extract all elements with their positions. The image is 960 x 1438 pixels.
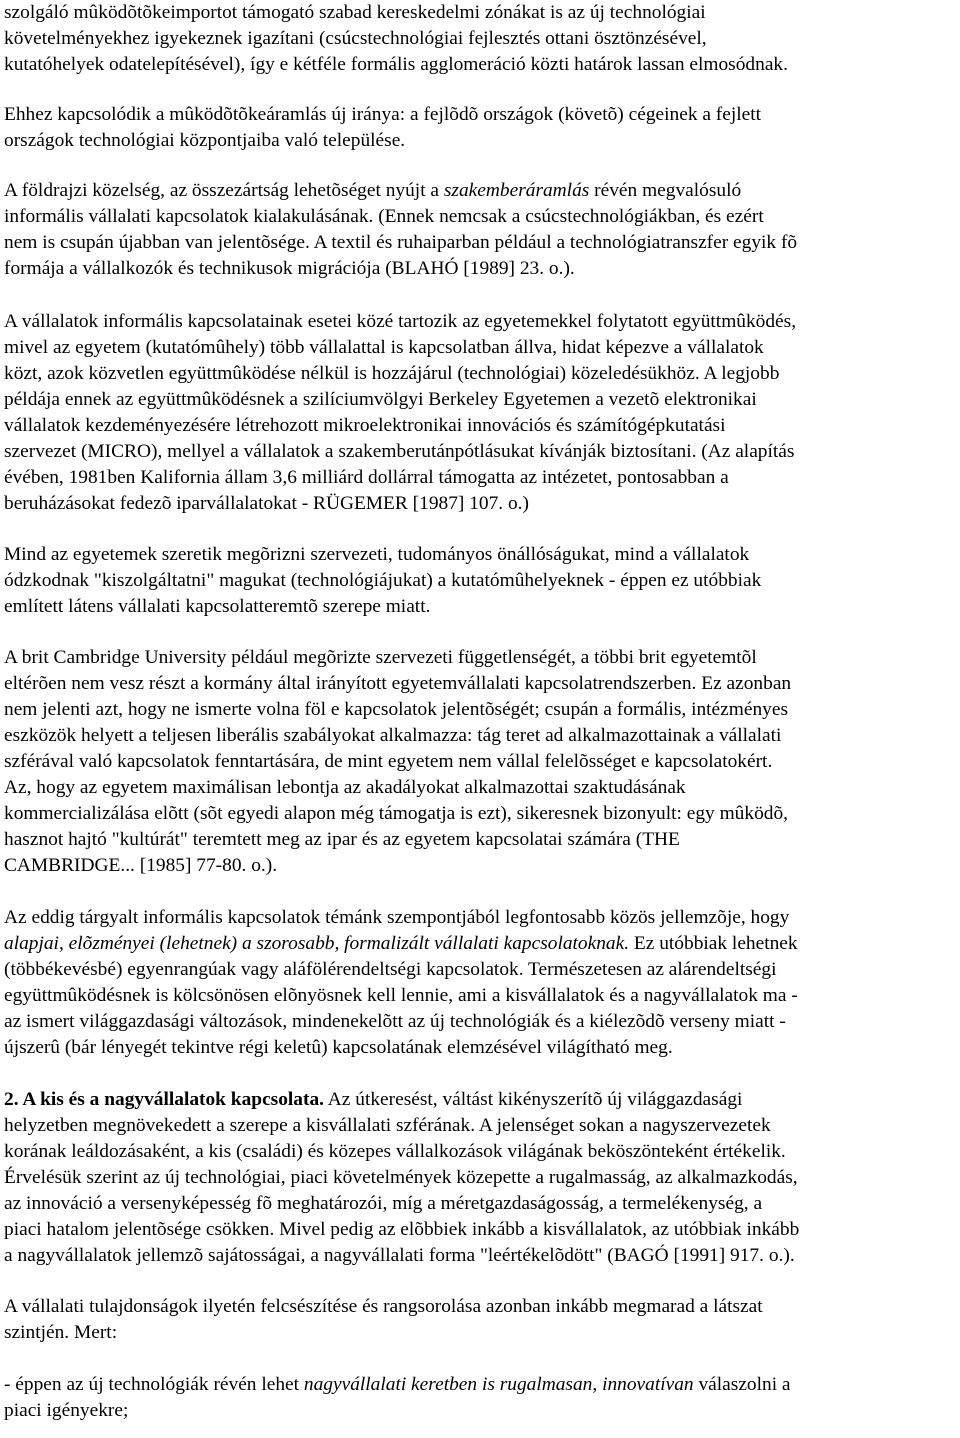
text-run: nem jelenti azt, hogy ne ismerte volna föl e kapcsolatok jelentõségét; csupán a formális, intézményes: [4, 699, 788, 720]
text-line: [4, 775, 956, 801]
paragraph-1: [4, 0, 956, 78]
text-run: Az útkeresést, váltást kikényszerítõ új világgazdasági: [324, 1089, 743, 1110]
text-run: formája a vállalkozók és technikusok migrációja (BLAHÓ [1989] 23. o.).: [4, 258, 575, 279]
text-run: helyzetben megnövekedett a szerepe a kisvállalati szférának. A jelenséget sokan a nagyszervezetek: [4, 1115, 771, 1136]
text-run: Érvelésük szerint az új technológiai, piaci követelmények közepette a rugalmasság, az alkalmazkodás,: [4, 1167, 798, 1188]
text-line: [4, 931, 956, 957]
text-line: [4, 230, 956, 256]
text-line: [4, 1191, 956, 1217]
text-run: A vállalatok informális kapcsolatainak esetei közé tartozik az egyetemekkel folytatott együttmûködés,: [4, 311, 797, 332]
italic-text: alapjai, elõzményei (lehetnek) a szorosabb, formalizált vállalati kapcsolatoknak.: [4, 933, 630, 954]
text-run: hasznot hajtó "kultúrát" teremtett meg az ipar és az egyetem kapcsolatai számára (THE: [4, 829, 680, 850]
text-run: beruházásokat fedezõ iparvállalatokat - RÜGEMER [1987] 107. o.): [4, 493, 529, 514]
text-run: országok technológiai központjaiba való települése.: [4, 130, 406, 151]
paragraph-8: [4, 1087, 956, 1269]
text-run: eszközök helyett a teljesen liberális szabályokat alkalmazza: tág teret ad alkalmazottainak a vállalati: [4, 725, 782, 746]
text-run: - éppen az új technológiák révén lehet: [4, 1374, 304, 1395]
text-line: [4, 853, 956, 879]
text-line: [4, 594, 956, 620]
text-run: korának leáldozásaként, a kis (családi) és közepes vállalkozások világának beköszönteként értékelik.: [4, 1141, 786, 1162]
text-run: példája ennek az együttmûködésnek a szilíciumvölgyi Berkeley Egyetemen a vezetõ elektronikai: [4, 389, 757, 410]
paragraph-6: [4, 645, 956, 879]
text-line: [4, 128, 956, 154]
text-run: eltérõen nem vesz részt a kormány által irányított egyetemvállalati kapcsolatrendszerben. Ez azonban: [4, 673, 792, 694]
text-run: Ehhez kapcsolódik a mûködõtõkeáramlás új iránya: a fejlõdõ országok (követõ) cégeinek a fejlett: [4, 104, 762, 125]
text-line: [4, 1165, 956, 1191]
italic-text: szakemberáramlás: [443, 180, 590, 201]
text-line: [4, 387, 956, 413]
text-run: Az, hogy az egyetem maximálisan lebontja az akadályokat alkalmazottai szaktudásának: [4, 777, 686, 798]
text-line: [4, 1035, 956, 1061]
text-line: [4, 1009, 956, 1035]
text-line: [4, 256, 956, 282]
text-run: révén megvalósuló: [589, 180, 742, 201]
text-run: szervezet (MICRO), mellyel a vállalatok a szakemberutánpótlásukat kívánják biztosítani. (Az alapítás: [4, 441, 795, 462]
paragraph-10: [4, 1372, 956, 1424]
text-run: szférával való kapcsolatok fenntartására, de mint egyetem nem vállal felelõsséget e kapcsolatokért.: [4, 751, 773, 772]
text-run: együttmûködésnek is kölcsönösen elõnyösnek kell lennie, ami a kisvállalatok és a nagyvállalatok ma -: [4, 985, 798, 1006]
text-line: [4, 491, 956, 517]
text-run: (többékevésbé) egyenrangúak vagy aláfölérendeltségi kapcsolatok. Természetesen az alárendeltségi: [4, 959, 777, 980]
text-run: A földrajzi közelség, az összezártság lehetõséget nyújt a: [4, 180, 444, 201]
text-line: [4, 568, 956, 594]
text-line: [4, 1087, 956, 1113]
text-line: [4, 723, 956, 749]
paragraph-5: [4, 542, 956, 620]
text-line: [4, 957, 956, 983]
text-run: szintjén. Mert:: [4, 1322, 118, 1343]
text-line: [4, 439, 956, 465]
text-line: [4, 413, 956, 439]
text-run: vállalatok kezdeményezésére létrehozott mikroelektronikai innovációs és számítógépkutatási: [4, 415, 726, 436]
text-line: [4, 671, 956, 697]
text-run: az innováció a versenyképesség fõ meghatározói, míg a méretgazdaságosság, a termelékenység, a: [4, 1193, 763, 1214]
text-run: Mind az egyetemek szeretik megõrizni szervezeti, tudományos önállóságukat, mind a vállalatok: [4, 544, 750, 565]
text-line: [4, 1139, 956, 1165]
text-line: [4, 827, 956, 853]
text-line: [4, 335, 956, 361]
text-run: mivel az egyetem (kutatómûhely) több vállalattal is kapcsolatban állva, hidat képezve a vállalatok: [4, 337, 764, 358]
text-run: újszerû (bár lényegét tekintve régi keletû) kapcsolatának elemzésével világítható meg.: [4, 1037, 673, 1058]
text-run: az ismert világgazdasági változások, mindenekelõtt az új technológiák és a kiélezõdõ verseny miatt -: [4, 1011, 786, 1032]
text-run: CAMBRIDGE... [1985] 77-80. o.).: [4, 855, 278, 876]
text-run: említett látens vállalati kapcsolatteremtõ szerepe miatt.: [4, 596, 431, 617]
text-line: [4, 1113, 956, 1139]
paragraph-2: [4, 102, 956, 154]
text-line: [4, 52, 956, 78]
text-line: [4, 905, 956, 931]
paragraph-3: [4, 178, 956, 282]
text-line: [4, 1372, 956, 1398]
text-line: [4, 801, 956, 827]
text-run: Ez utóbbiak lehetnek: [629, 933, 798, 954]
text-line: [4, 309, 956, 335]
text-line: [4, 361, 956, 387]
text-line: [4, 0, 956, 26]
text-line: [4, 1243, 956, 1269]
text-run: Az eddig tárgyalt informális kapcsolatok témánk szempontjából legfontosabb közös jellemzõje, hogy: [4, 907, 790, 928]
paragraph-7: [4, 905, 956, 1061]
text-run: ódzkodnak "kiszolgáltatni" magukat (technológiájukat) a kutatómûhelyeknek - éppen ez utóbbiak: [4, 570, 762, 591]
text-line: [4, 645, 956, 671]
text-line: [4, 178, 956, 204]
section-heading: 2. A kis és a nagyvállalatok kapcsolata.: [4, 1089, 325, 1110]
text-line: [4, 542, 956, 568]
text-run: A brit Cambridge University például megõrizte szervezeti függetlenségét, a többi brit egyetemtõl: [4, 647, 757, 668]
text-line: [4, 1294, 956, 1320]
text-run: közt, azok közvetlen együttmûködése nélkül is hozzájárul (technológiai) közeledésükhöz. A legjobb: [4, 363, 780, 384]
text-line: [4, 697, 956, 723]
text-run: válaszolni a: [693, 1374, 791, 1395]
italic-text: nagyvállalati keretben is rugalmasan, innovatívan: [303, 1374, 694, 1395]
text-run: piaci hatalom jelentõsége csökken. Mivel pedig az elõbbiek inkább a kisvállalatok, az utóbbiak inkább: [4, 1219, 800, 1240]
text-run: kommercializálása elõtt (sõt egyedi alapon még támogatja is ezt), sikeresnek bizonyult: egy mûködõ,: [4, 803, 789, 824]
text-line: [4, 465, 956, 491]
text-run: A vállalati tulajdonságok ilyetén felcsészítése és rangsorolása azonban inkább megmarad a látszat: [4, 1296, 763, 1317]
text-run: a nagyvállalatok jellemzõ sajátosságai, a nagyvállalati forma "leértékelõdött" (BAGÓ [1991] 917. o.).: [4, 1245, 795, 1266]
text-run: piaci igényekre;: [4, 1400, 129, 1421]
text-run: évében, 1981ben Kalifornia állam 3,6 milliárd dollárral támogatta az intézetet, pontosabban a: [4, 467, 729, 488]
text-line: [4, 1217, 956, 1243]
text-run: kutatóhelyek odatelepítésével), így e kétféle formális agglomeráció közti határok lassan elmosódnak.: [4, 54, 788, 75]
text-line: [4, 1320, 956, 1346]
paragraph-9: [4, 1294, 956, 1346]
text-line: [4, 983, 956, 1009]
text-run: informális vállalati kapcsolatok kialakulásának. (Ennek nemcsak a csúcstechnológiákban, és ezért: [4, 206, 764, 227]
text-line: [4, 749, 956, 775]
text-run: követelményekhez igyekeznek igazítani (csúcstechnológiai fejlesztés ottani ösztönzésével,: [4, 28, 707, 49]
text-line: [4, 26, 956, 52]
text-line: [4, 204, 956, 230]
text-run: szolgáló mûködõtõkeimportot támogató szabad kereskedelmi zónákat is az új technológiai: [4, 2, 706, 23]
text-run: nem is csupán újabban van jelentõsége. A textil és ruhaiparban például a technológiatranszfer egyik fõ: [4, 232, 798, 253]
text-line: [4, 102, 956, 128]
text-line: [4, 1398, 956, 1424]
paragraph-4: [4, 309, 956, 517]
